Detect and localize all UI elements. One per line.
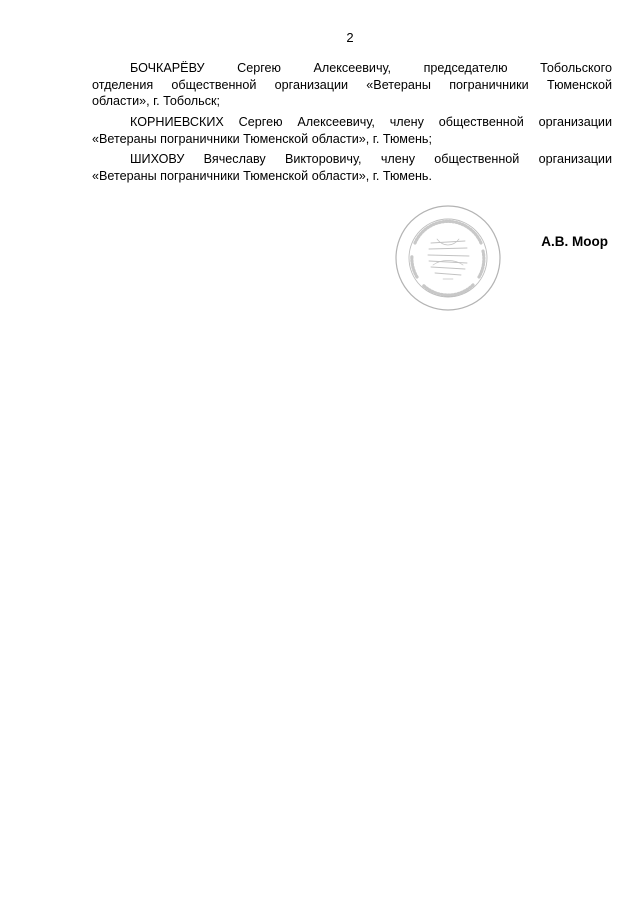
award-paragraph-2 (92, 114, 612, 147)
paragraph-line: БОЧКАРЁВУ Сергею Алексеевичу, председателю Тобольского (130, 61, 612, 75)
paragraph-line: «Ветераны пограничники Тюменской области», г. Тюмень. (92, 168, 432, 183)
paragraph-line: ШИХОВУ Вячеславу Викторовичу, члену общественной организации (130, 152, 612, 166)
seal-inner-ring (409, 219, 487, 297)
signatory-name: А.В. Моор (541, 234, 608, 249)
paragraph-line: КОРНИЕВСКИХ Сергею Алексеевичу, члену общественной организации (130, 115, 612, 129)
paragraph-line: отделения общественной организации «Ветераны пограничники Тюменской (92, 77, 612, 92)
page-number: 2 (346, 30, 354, 45)
paragraph-line: области», г. Тобольск; (92, 94, 221, 109)
paragraph-line: «Ветераны пограничники Тюменской области», г. Тюмень; (92, 131, 432, 146)
award-paragraph-1 (92, 60, 612, 110)
award-paragraph-3 (92, 151, 612, 184)
seal-center-emblem (428, 239, 469, 279)
round-seal-icon (393, 203, 503, 313)
seal-ring-lettering (412, 221, 484, 295)
